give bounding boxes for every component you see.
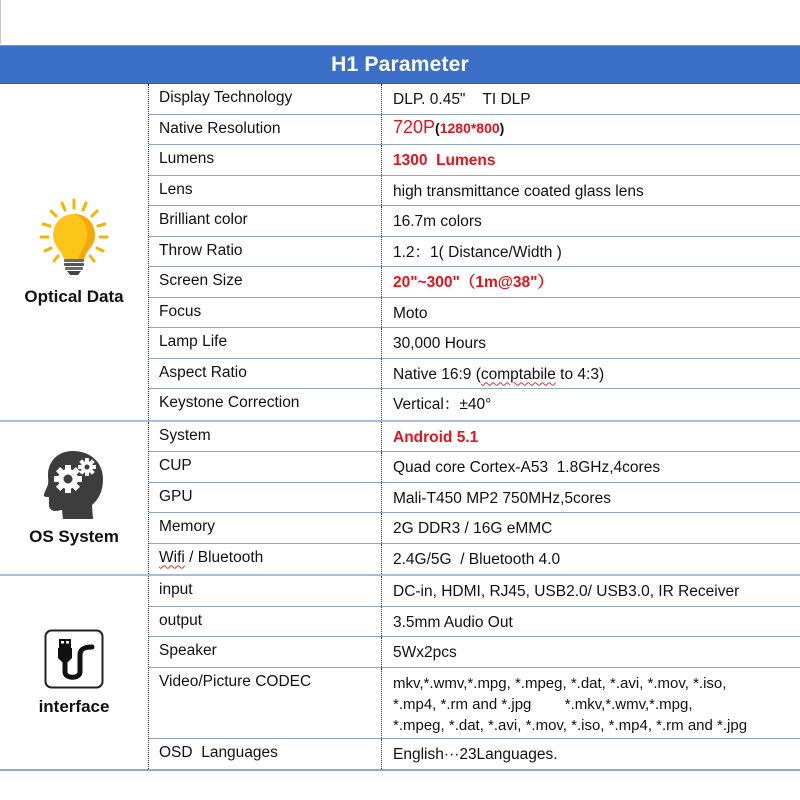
- param-name: Speaker: [149, 637, 382, 667]
- param-value: 16.7m colors: [393, 213, 482, 230]
- table-row: [149, 176, 800, 207]
- value-text: Native 16:9 (: [393, 365, 481, 383]
- table-row: [149, 452, 800, 483]
- param-value: 2G DDR3 / 16G eMMC: [393, 520, 553, 537]
- table-row: [149, 422, 800, 453]
- rows-interface: [148, 576, 800, 769]
- param-name: OSD Languages: [149, 739, 382, 770]
- param-value: 1.2：1( Distance/Width ): [393, 243, 562, 261]
- usb-cable-icon: [44, 629, 104, 689]
- codec-line: mkv,*.wmv,*.mpg, *.mpeg, *.dat, *.avi, *.mov, *.iso,: [393, 674, 727, 692]
- param-value: 1300 Lumens: [393, 152, 496, 169]
- category-cell: [0, 422, 148, 575]
- value-text: to 4:3): [555, 365, 605, 383]
- param-name: Video/Picture CODEC: [149, 668, 382, 738]
- key-text: / Bluetooth: [184, 548, 264, 566]
- table-row: [149, 298, 800, 329]
- codec-line: *.mpeg, *.dat, *.avi, *.mov, *.iso, *.mp4, *.rm and *.jpg: [393, 716, 748, 734]
- param-value: 3.5mm Audio Out: [393, 613, 513, 631]
- param-value: DC-in, HDMI, RJ45, USB2.0/ USB3.0, IR Receiver: [393, 583, 740, 600]
- param-name: Keystone Correction: [149, 389, 382, 420]
- category-cell: [0, 576, 148, 769]
- param-value: 30,000 Hours: [393, 335, 487, 352]
- param-name: input: [149, 576, 382, 606]
- table-row: [149, 84, 800, 115]
- param-value: 20"~300"（1m@38"）: [393, 274, 553, 291]
- section-optical-data: [0, 84, 800, 422]
- category-label: OS System: [29, 526, 119, 546]
- table-row: [149, 237, 800, 268]
- section-interface: [0, 576, 800, 771]
- parameter-table: [0, 84, 800, 771]
- param-name: Lumens: [149, 145, 382, 175]
- param-name: CUP: [149, 452, 382, 482]
- param-name: output: [149, 607, 382, 637]
- category-label: interface: [38, 696, 110, 716]
- param-name: [149, 544, 382, 575]
- resolution-label: 720P: [393, 116, 436, 137]
- param-value: 5Wx2pcs: [393, 644, 457, 661]
- paren: ): [499, 119, 505, 136]
- param-name: System: [149, 422, 382, 452]
- table-row: [149, 513, 800, 544]
- section-os-system: [0, 422, 800, 577]
- table-title: H1 Parameter: [331, 52, 469, 76]
- spellcheck-word: comptabile: [480, 365, 556, 383]
- table-row: [149, 145, 800, 176]
- param-value: Moto: [393, 304, 428, 322]
- table-row: [149, 576, 800, 607]
- param-value: Android 5.1: [393, 428, 479, 446]
- table-row: [149, 328, 800, 359]
- param-name: Brilliant color: [149, 206, 382, 236]
- lightbulb-icon: [34, 197, 114, 279]
- param-name: Aspect Ratio: [149, 359, 382, 389]
- param-value: Quad core Cortex-A53 1.8GHz,4cores: [393, 459, 661, 476]
- param-value: [382, 668, 800, 738]
- table-row: [149, 389, 800, 420]
- param-name: Throw Ratio: [149, 237, 382, 267]
- param-name: Display Technology: [149, 84, 382, 114]
- category-cell: [0, 84, 148, 420]
- table-title-bar: [0, 45, 800, 84]
- param-value: high transmittance coated glass lens: [393, 182, 644, 200]
- param-value: DLP. 0.45" TI DLP: [393, 91, 531, 108]
- param-name: Lens: [149, 176, 382, 206]
- rows-optical: [148, 84, 800, 420]
- table-row: [149, 206, 800, 237]
- table-row: [149, 668, 800, 739]
- rows-os: [148, 422, 800, 575]
- param-name: Lamp Life: [149, 328, 382, 358]
- table-row: [149, 607, 800, 638]
- codec-line: *.mp4, *.rm and *.jpg *.mkv,*.wmv,*.mpg,: [393, 695, 693, 713]
- param-name: Native Resolution: [149, 115, 382, 145]
- table-row: [149, 267, 800, 298]
- param-value: English···23Languages.: [393, 745, 558, 763]
- param-value: [382, 115, 800, 145]
- param-value: 2.4G/5G / Bluetooth 4.0: [393, 550, 561, 568]
- spellcheck-word: Wifi: [159, 548, 185, 566]
- table-row: [149, 544, 800, 575]
- resolution-pixels: 1280*800: [439, 119, 500, 136]
- paren: (: [435, 119, 440, 136]
- param-value: Mali-T450 MP2 750MHz,5cores: [393, 489, 611, 507]
- param-name: GPU: [149, 483, 382, 513]
- param-value: Vertical：±40°: [393, 396, 492, 413]
- table-row: [149, 115, 800, 146]
- table-row: [149, 739, 800, 770]
- table-row: [149, 483, 800, 514]
- table-row: [149, 637, 800, 668]
- param-name: Screen Size: [149, 267, 382, 297]
- param-name: Focus: [149, 298, 382, 328]
- param-name: Memory: [149, 513, 382, 543]
- param-value: [382, 359, 800, 389]
- category-label: Optical Data: [24, 286, 124, 306]
- table-row: [149, 359, 800, 390]
- head-gears-icon: [43, 449, 105, 519]
- page-edge-line: [0, 0, 1, 44]
